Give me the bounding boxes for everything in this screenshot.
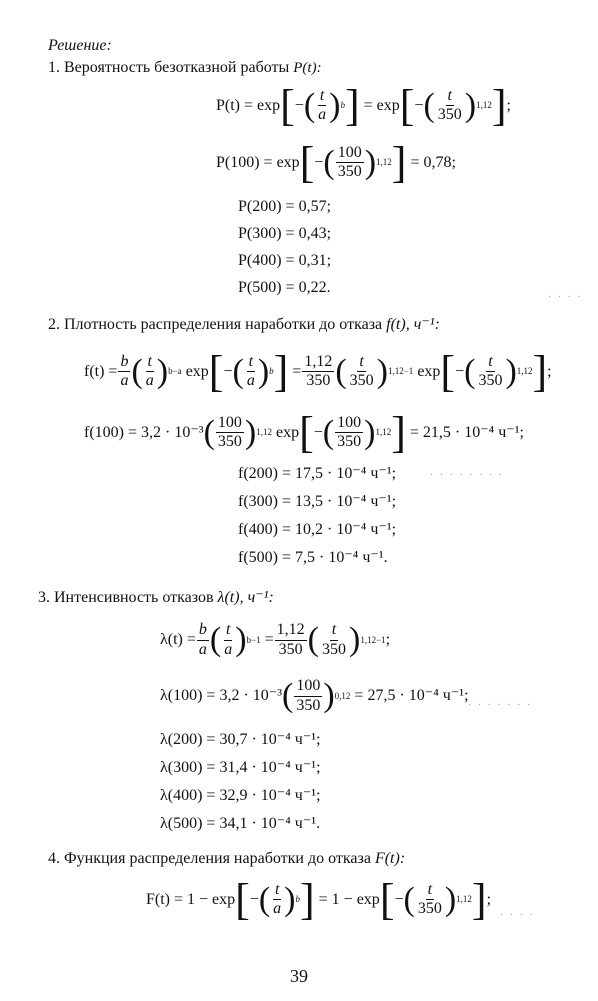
section-2-title (48, 317, 440, 333)
p-value-200: P(200) = 0,57; (238, 198, 332, 215)
lambda-value-200: λ(200) = 30,7 · 10⁻⁴ ч⁻¹; (160, 731, 321, 748)
scan-noise: · · · · · · · · (430, 470, 505, 481)
lambda-value-300: λ(300) = 31,4 · 10⁻⁴ ч⁻¹; (160, 759, 321, 776)
p-t: t (318, 88, 326, 107)
section-4-title-symbol: F(t): (374, 850, 406, 867)
lambda-value-400: λ(400) = 32,9 · 10⁻⁴ ч⁻¹; (160, 787, 321, 804)
section-3-title (38, 590, 274, 606)
formula-p-general: P(t) = exp [ − ( $\frac{t}{a}$ ) b ] = exp [ − ( $\frac{t}{350}$ ) 1,12 ] ; (216, 81, 511, 130)
formula-f-general: f(t) = $\frac{b}{a}$ ( $\frac{t}{a}$ ) b−a exp [ − ( $\frac{t}{a}$ ) b ] = $\frac{1,12}{350}$ ( $\frac{t}{350}$ ) 1,12−1 exp [ − ( $\frac{t}{350}$ ) 1,12 ] ; (84, 347, 552, 396)
section-3-title-symbol: λ(t), ч⁻¹: (217, 589, 274, 606)
scan-noise: · · · · (500, 910, 535, 921)
formula-lambda-general: λ(t) = $\frac{b}{a}$ ( $\frac{t}{a}$ ) b−1 = $\frac{1,12}{350}$ ( $\frac{t}{350}$ ) 1,12−1 ; (160, 621, 391, 658)
formula-p100-lhs: P(100) = exp (216, 153, 300, 171)
p-a: a (318, 106, 327, 124)
section-3-title-text: 3. Интенсивность отказов (38, 589, 214, 606)
section-2-title-text: 2. Плотность распределения наработки до отказа (48, 316, 383, 333)
formula-p-general-mid: = exp (363, 96, 400, 114)
section-4-title-text: 4. Функция распределения наработки до отказа (48, 850, 371, 867)
f-value-300: f(300) = 13,5 · 10⁻⁴ ч⁻¹; (238, 493, 397, 510)
formula-p100-rhs: = 0,78; (410, 153, 456, 171)
section-2-title-symbol: f(t), ч⁻¹: (386, 316, 440, 333)
p-value-300: P(300) = 0,43; (238, 225, 332, 242)
section-1-title-text: 1. Вероятность безотказной работы (48, 59, 290, 76)
formula-lambda100: λ(100) = 3,2 · 10⁻³ ( $\frac{100}{350}$ ) 0,12 = 27,5 · 10⁻⁴ ч⁻¹; (160, 677, 469, 714)
p-den: 350 (437, 106, 462, 124)
section-4-title (48, 851, 405, 867)
section-1-title (48, 60, 322, 76)
section-1-title-symbol: P(t): (293, 60, 322, 76)
f-value-500: f(500) = 7,5 · 10⁻⁴ ч⁻¹. (238, 549, 388, 566)
f-value-200: f(200) = 17,5 · 10⁻⁴ ч⁻¹; (238, 465, 397, 482)
formula-p-general-lhs: P(t) = exp (216, 96, 281, 114)
solution-heading: Решение: (48, 37, 112, 54)
p-b: b (340, 100, 345, 111)
p-value-500: P(500) = 0,22. (238, 279, 331, 296)
scan-noise: · · · · · · · (468, 700, 533, 711)
p-value-400: P(400) = 0,31; (238, 252, 332, 269)
lambda-value-500: λ(500) = 34,1 · 10⁻⁴ ч⁻¹. (160, 815, 321, 832)
page-number: 39 (290, 966, 308, 986)
formula-p100: P(100) = exp [ − ( $\frac{100}{350}$ ) 1,12 ] = 0,78; (216, 138, 456, 187)
formula-f100: f(100) = 3,2 · 10⁻³ ( $\frac{100}{350}$ ) 1,12 exp [ − ( $\frac{100}{350}$ ) 1,12 ] = 21,5 · 10⁻⁴ ч⁻¹; (84, 408, 524, 457)
p-exp: 1,12 (476, 100, 492, 111)
formula-F-general: F(t) = 1 − exp [ − ( $\frac{t}{a}$ ) b ] = 1 − exp [ − ( $\frac{t}{350}$ ) 1,12 ] ; (146, 875, 492, 924)
f-value-400: f(400) = 10,2 · 10⁻⁴ ч⁻¹; (238, 521, 397, 538)
scan-noise: · · · · (548, 292, 583, 303)
